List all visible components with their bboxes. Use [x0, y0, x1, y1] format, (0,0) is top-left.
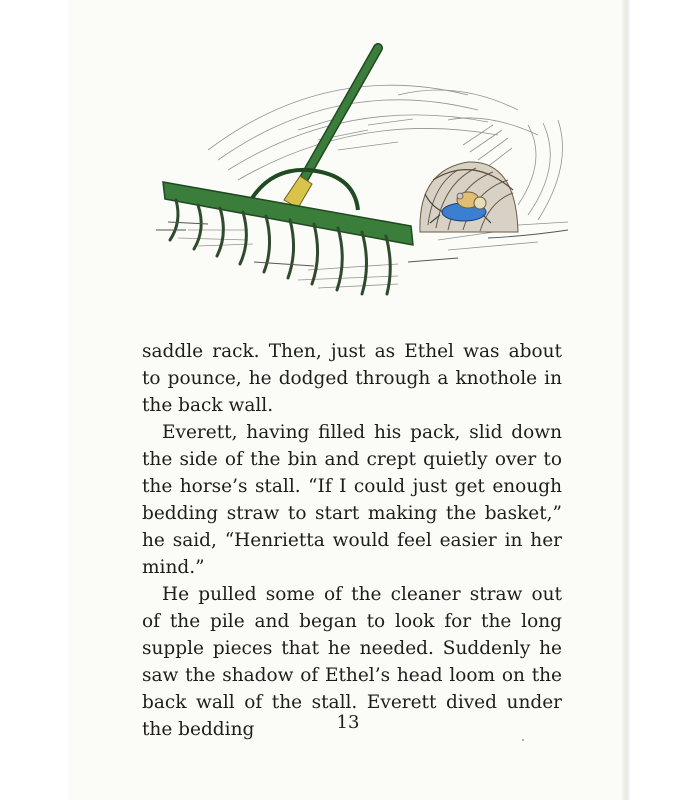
rake-and-mouse-illustration	[68, 0, 628, 320]
rake-handle	[248, 48, 378, 210]
page-gutter	[622, 0, 630, 800]
page-number: 13	[336, 712, 360, 733]
paper-speck	[522, 739, 524, 741]
book-page	[68, 0, 628, 800]
paragraph-3: He pulled some of the cleaner straw out of the pile and began to look for the long supple pieces that he needed. Suddenly he saw the shadow of Ethel’s head loom on the back wall of the stall. Everett dived under the bedding	[142, 584, 562, 740]
paragraph-1: saddle rack. Then, just as Ethel was about to pounce, he dodged through a knothole in the back wall.	[142, 341, 562, 416]
story-text	[142, 338, 562, 743]
paragraph-2: Everett, having filled his pack, slid down the side of the bin and crept quietly over to the horse’s stall. “If I could just get enough bedding straw to start making the basket,” he said, “Henrietta would feel easier in her mind.”	[142, 422, 562, 578]
